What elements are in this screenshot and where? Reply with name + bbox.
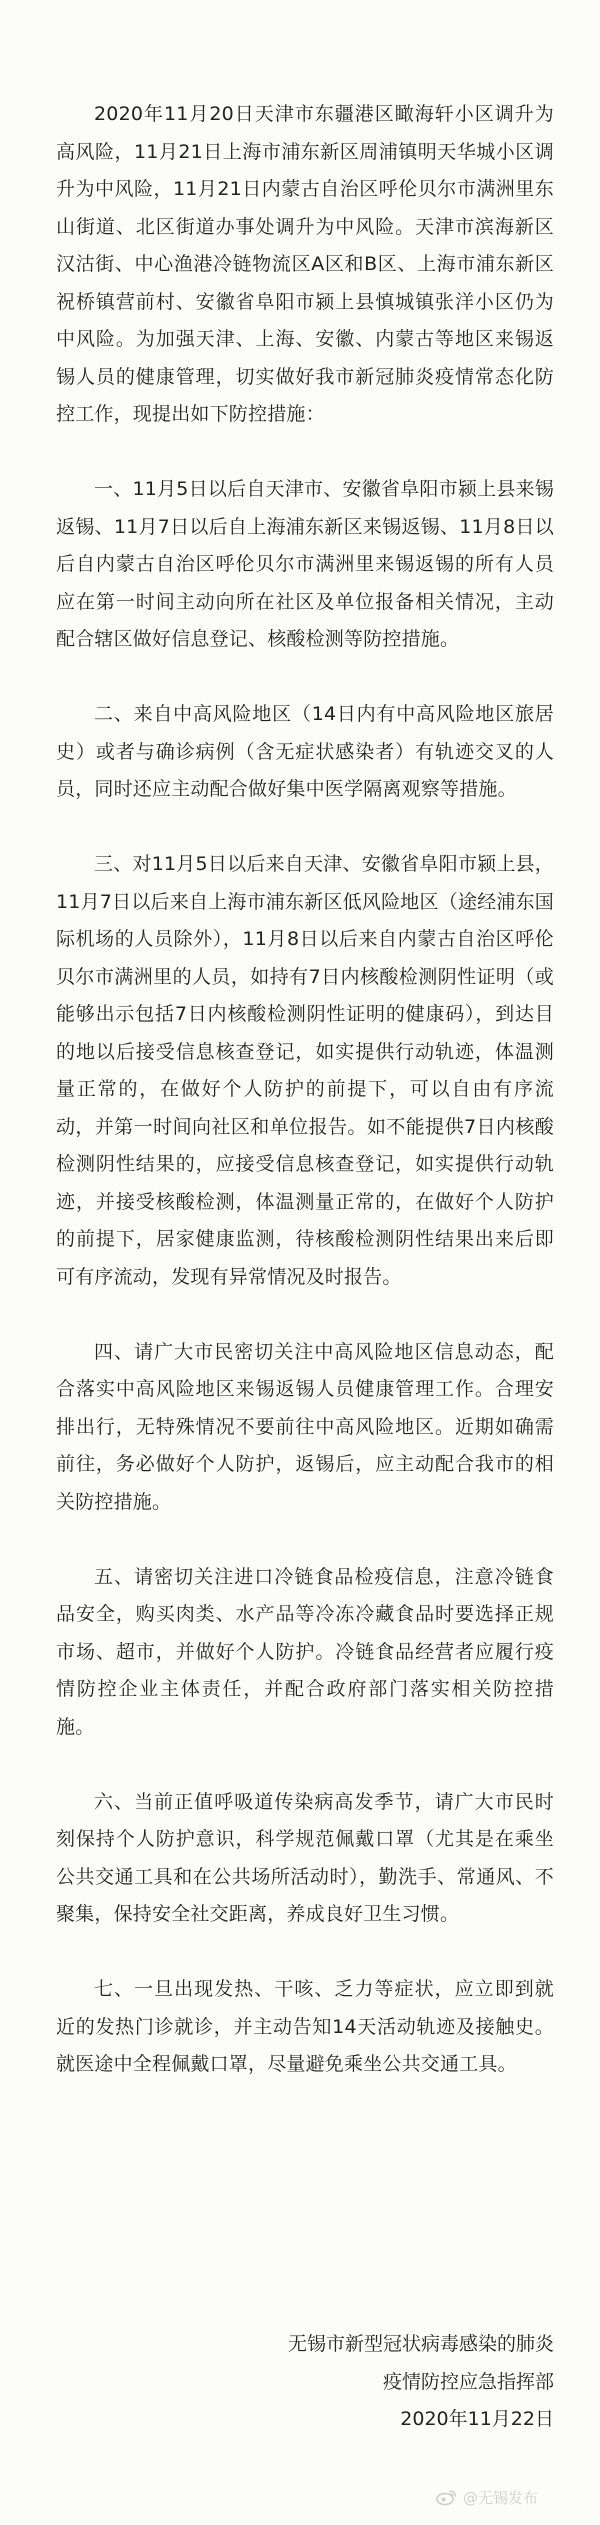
notice-body xyxy=(56,96,554,2121)
measure-4-paragraph: 四、请广大市民密切关注中高风险地区信息动态，配合落实中高风险地区来锡返锡人员健康管理工作。合理安排出行，无特殊情况不要前往中高风险地区。近期如确需前往，务必做好个人防护，返锡后，应主动配合我市的相关防控措施。 xyxy=(56,1340,554,1513)
measure-3-paragraph: 三、对11月5日以后来自天津、安徽省阜阳市颍上县，11月7日以后来自上海市浦东新区低风险地区（途经浦东国际机场的人员除外），11月8日以后来自内蒙古自治区呼伦贝尔市满洲里的人员，如持有7日内核酸检测阴性证明（或能够出示包括7日内核酸检测阴性证明的健康码），到达目的地以后接受信息核查登记，如实提供行动轨迹，体温测量正常的，在做好个人防护的前提下，可以自由有序流动，并第一时间向社区和单位报告。如不能提供7日内核酸检测阴性结果的，应接受信息核查登记，如实提供行动轨迹，并接受核酸检测，体温测量正常的，在做好个人防护的前提下，居家健康监测，待核酸检测阴性结果出来后即可有序流动，发现有异常情况及时报告。 xyxy=(56,853,554,1288)
signature-org-line-1: 无锡市新型冠状病毒感染的肺炎 xyxy=(287,2333,554,2355)
intro-paragraph: 2020年11月20日天津市东疆港区瞰海轩小区调升为高风险，11月21日上海市浦东新区周浦镇明天华城小区调升为中风险，11月21日内蒙古自治区呼伦贝尔市满洲里东山街道、北区街道办事处调升为中风险。天津市滨海新区汉沽街、中心渔港冷链物流区A区和B区、上海市浦东新区祝桥镇营前村、安徽省阜阳市颍上县慎城镇张洋小区仍为中风险。为加强天津、上海、安徽、内蒙古等地区来锡返锡人员的健康管理，切实做好我市新冠肺炎疫情常态化防控工作，现提出如下防控措施： xyxy=(56,103,554,425)
weibo-watermark xyxy=(436,2484,538,2510)
watermark-text: @无锡发布 xyxy=(462,2488,538,2507)
signature-org-line-2: 疫情防控应急指挥部 xyxy=(382,2370,554,2393)
measure-7-paragraph: 七、一旦出现发热、干咳、乏力等症状，应立即到就近的发热门诊就诊，并主动告知14天活动轨迹及接触史。就医途中全程佩戴口罩，尽量避免乘坐公共交通工具。 xyxy=(56,1978,554,2075)
measure-1-paragraph: 一、11月5日以后自天津市、安徽省阜阳市颍上县来锡返锡、11月7日以后自上海浦东新区来锡返锡、11月8日以后自内蒙古自治区呼伦贝尔市满洲里来锡返锡的所有人员应在第一时间主动向所在社区及单位报备相关情况，主动配合辖区做好信息登记、核酸检测等防控措施。 xyxy=(56,478,554,650)
weibo-icon xyxy=(436,2488,458,2506)
signature-block xyxy=(214,2326,554,2439)
measure-6-paragraph: 六、当前正值呼吸道传染病高发季节，请广大市民时刻保持个人防护意识，科学规范佩戴口罩（尤其是在乘坐公共交通工具和在公共场所活动时），勤洗手、常通风、不聚集，保持安全社交距离，养成良好卫生习惯。 xyxy=(56,1790,554,1925)
measure-2-paragraph: 二、来自中高风险地区（14日内有中高风险地区旅居史）或者与确诊病例（含无症状感染者）有轨迹交叉的人员，同时还应主动配合做好集中医学隔离观察等措施。 xyxy=(56,703,554,800)
signature-date: 2020年11月22日 xyxy=(400,2408,554,2430)
measure-5-paragraph: 五、请密切关注进口冷链食品检疫信息，注意冷链食品安全，购买肉类、水产品等冷冻冷藏食品时要选择正规市场、超市，并做好个人防护。冷链食品经营者应履行疫情防控企业主体责任，并配合政府部门落实相关防控措施。 xyxy=(56,1565,554,1738)
